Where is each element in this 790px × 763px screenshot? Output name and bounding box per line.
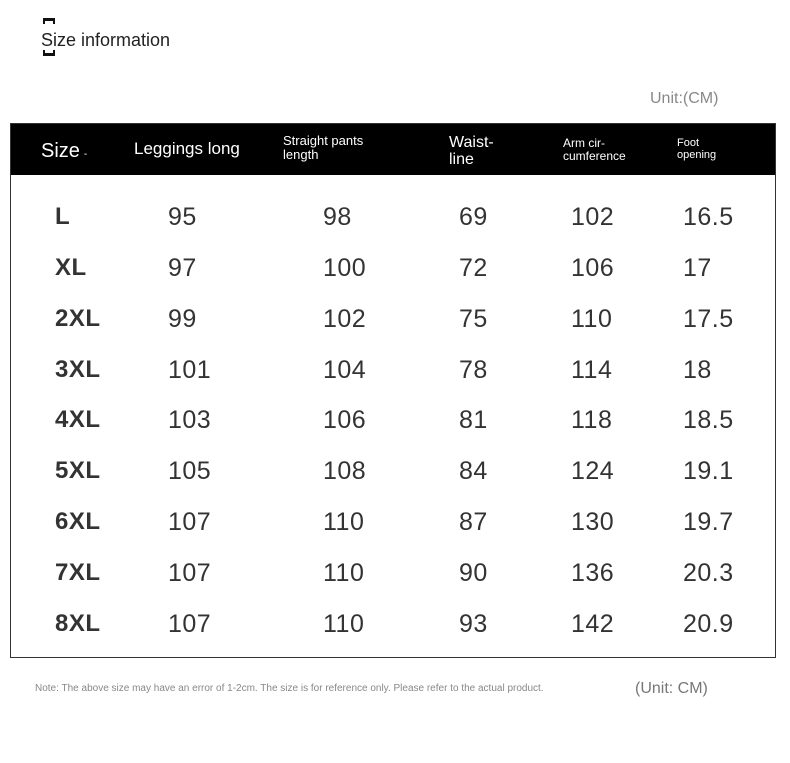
unit-label-top: Unit:(CM) [650,90,719,107]
table-row [11,305,775,355]
table-header [11,124,775,175]
cell-foot-opening: 19.1 [683,457,734,485]
size-note: Note: The above size may have an error of 1-2cm. The size is for reference only. Please refer to the actual product. [35,683,544,694]
cell-waistline: 69 [459,203,488,231]
cell-leggings-long: 105 [168,457,212,485]
header-waistline: Waist- line [449,134,494,168]
cell-foot-opening: 17.5 [683,305,734,333]
cell-foot-opening: 19.7 [683,508,734,536]
cell-straight-pants-length: 108 [323,457,367,485]
cell-foot-opening: 20.9 [683,610,734,638]
cell-leggings-long: 95 [168,203,197,231]
size-table [10,123,776,658]
cell-size: 3XL [55,356,101,383]
cell-size: 5XL [55,457,101,484]
table-row [11,203,775,253]
cell-arm-circumference: 106 [571,254,615,282]
cell-size: 7XL [55,559,101,586]
unit-label-bottom: (Unit: CM) [635,680,708,697]
cell-straight-pants-length: 110 [323,559,365,587]
cell-size: L [55,203,71,230]
cell-straight-pants-length: 110 [323,508,365,536]
cell-waistline: 90 [459,559,488,587]
cell-waistline: 84 [459,457,488,485]
cell-foot-opening: 16.5 [683,203,734,231]
cell-leggings-long: 107 [168,559,212,587]
cell-straight-pants-length: 100 [323,254,367,282]
cell-foot-opening: 18 [683,356,712,384]
cell-arm-circumference: 124 [571,457,615,485]
cell-size: 6XL [55,508,101,535]
cell-waistline: 87 [459,508,488,536]
cell-leggings-long: 97 [168,254,197,282]
header-leggings-long: Leggings long [134,139,240,158]
header-straight-pants-length: Straight pants length [283,133,364,162]
cell-arm-circumference: 110 [571,305,613,333]
cell-size: 4XL [55,406,101,433]
table-row [11,254,775,304]
table-row [11,508,775,558]
cell-arm-circumference: 102 [571,203,615,231]
cell-foot-opening: 20.3 [683,559,734,587]
cell-size: 2XL [55,305,101,332]
table-row [11,356,775,406]
table-row [11,610,775,660]
table-row [11,406,775,456]
cell-leggings-long: 103 [168,406,212,434]
page-title: Size information [41,30,171,50]
cell-waistline: 78 [459,356,488,384]
cell-waistline: 75 [459,305,488,333]
cell-arm-circumference: 130 [571,508,615,536]
cell-foot-opening: 17 [683,254,712,282]
cell-size: XL [55,254,87,281]
cell-arm-circumference: 136 [571,559,615,587]
cell-arm-circumference: 114 [571,356,613,384]
header-foot-opening: Foot opening [677,137,717,161]
table-row [11,457,775,507]
cell-straight-pants-length: 106 [323,406,367,434]
cell-arm-circumference: 118 [571,406,613,434]
cell-size: 8XL [55,610,101,637]
header-size: Size - [41,140,88,162]
cell-leggings-long: 107 [168,508,212,536]
cell-straight-pants-length: 104 [323,356,367,384]
cell-leggings-long: 107 [168,610,212,638]
bracket-top-icon [43,18,55,24]
cell-leggings-long: 101 [168,356,212,384]
cell-straight-pants-length: 110 [323,610,365,638]
cell-waistline: 72 [459,254,488,282]
cell-waistline: 81 [459,406,488,434]
cell-straight-pants-length: 98 [323,203,352,231]
table-row [11,559,775,609]
cell-straight-pants-length: 102 [323,305,367,333]
cell-waistline: 93 [459,610,488,638]
header-arm-circumference: Arm cir- cumference [563,136,626,163]
cell-arm-circumference: 142 [571,610,615,638]
bracket-bottom-icon [43,50,55,56]
cell-foot-opening: 18.5 [683,406,734,434]
cell-leggings-long: 99 [168,305,197,333]
